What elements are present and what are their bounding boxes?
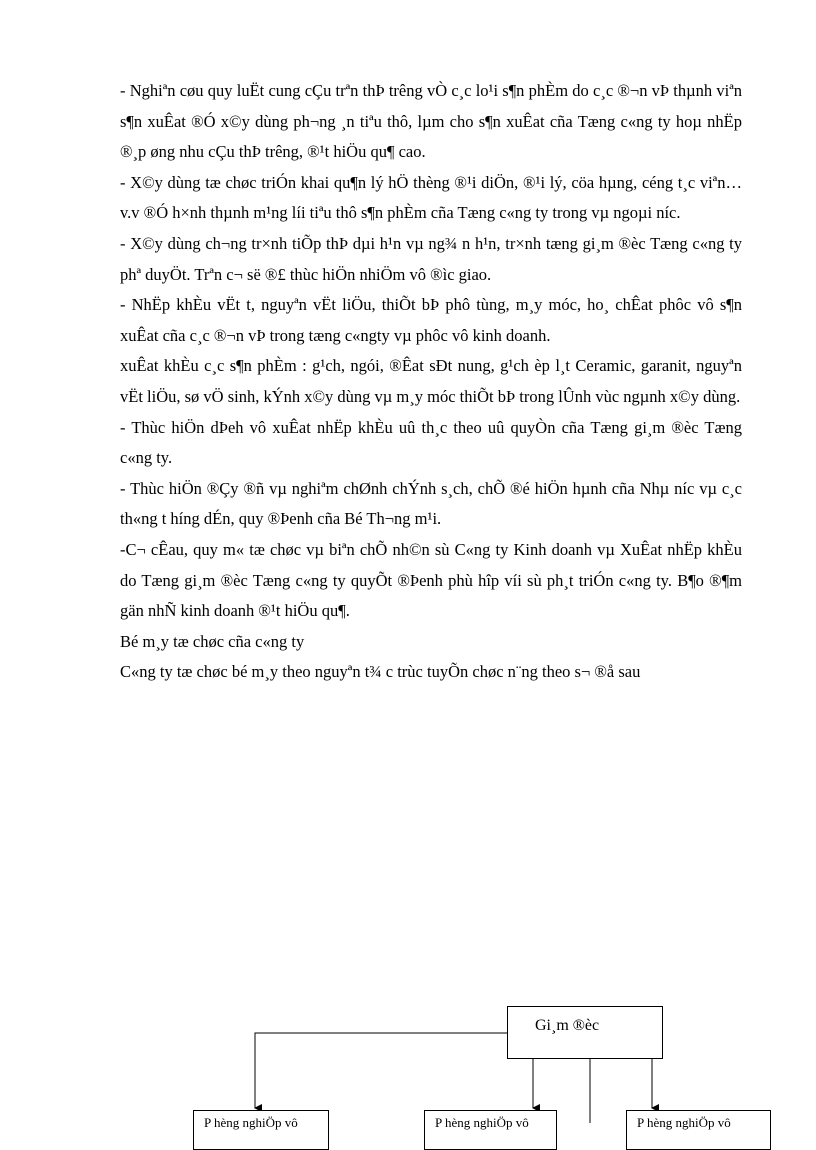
connector-left bbox=[255, 1033, 507, 1108]
paragraph-marketing-program: - X©y dùng ch¬ng tr×nh tiÕp thÞ dµi h¹n vµ ng¾ n h¹n, tr×nh tæng gi¸m ®èc Tæng c«ng ty phª duyÖt. Trªn c¬ së ®£ thùc hiÖn nhiÖm vô ®ìc giao. bbox=[120, 233, 742, 284]
section-heading: Bé m¸y tæ chøc cña c«ng ty bbox=[120, 631, 305, 651]
paragraph-intro-chart: C«ng ty tæ chøc bé m¸y theo nguyªn t¾ c trùc tuyÕn chøc n¨ng theo s¬ ®å sau bbox=[120, 662, 641, 682]
paragraph-structure: -C¬ cÊau, quy m« tæ chøc vµ biªn chÕ nh©n sù C«ng ty Kinh doanh vµ XuÊat nhËp khÈu do Tæng gi¸m ®èc Tæng c«ng ty quyÕt ®Þenh phù hîp víi sù ph¸t triÓn c«ng ty. B¶o ®¶m gän nhÑ kinh doanh ®¹t hiÖu qu¶. bbox=[120, 539, 742, 621]
org-box-director: Gi¸m ®èc bbox=[507, 1006, 663, 1059]
paragraph-import: - NhËp khÈu vËt t, nguyªn vËt liÖu, thiÕt bÞ phô tùng, m¸y móc, ho¸ chÊat phôc vô s¶n xuÊat cña c¸c ®¬n vÞ trong tæng c«ngty vµ phôc vô kinh doanh. bbox=[120, 295, 742, 345]
paragraph-export: xuÊat khÈu c¸c s¶n phÈm : g¹ch, ngói, ®Êat sÐt nung, g¹ch èp l¸t Ceramic, garanit, nguyªn vËt liÖu, sø vÖ sinh, kÝnh x©y dùng vµ m¸y móc thiÕt bÞ trong lÛnh vùc ngµnh x©y dùng. bbox=[120, 356, 742, 406]
paragraph-market-research: - Nghiªn cøu quy luËt cung cÇu trªn thÞ trêng vÒ c¸c lo¹i s¶n phÈm do c¸c ®¬n vÞ thµnh viªn s¶n xuÊat ®Ó x©y dùng ph¬ng ¸n tiªu thô, lµm cho s¶n xuÊat cña Tæng c«ng ty hoµ nhËp ®¸p øng nhu cÇu thÞ trêng, ®¹t hiÖu qu¶ cao. bbox=[120, 81, 742, 162]
paragraph-distribution-network: - X©y dùng tæ chøc triÓn khai qu¶n lý hÖ thèng ®¹i diÖn, ®¹i lý, cöa hµng, céng t¸c viªn…v.v ®Ó h×nh thµnh m¹ng líi tiªu thô s¶n phÈm cña Tæng c«ng ty trong vµ ngoµi níc. bbox=[120, 172, 742, 223]
paragraph-entrusted-services: - Thùc hiÖn dÞeh vô xuÊat nhËp khÈu uû th¸c theo uû quyÒn cña Tæng gi¸m ®èc Tæng c«ng ty. bbox=[120, 417, 742, 468]
org-box-department-3: P hèng nghiÖp vô bbox=[626, 1110, 771, 1150]
org-box-department-2: P hèng nghiÖp vô bbox=[424, 1110, 557, 1150]
paragraph-compliance: - Thùc hiÖn ®Çy ®ñ vµ nghiªm chØnh chÝnh s¸ch, chÕ ®é hiÖn hµnh cña Nhµ níc vµ c¸c th«ng t híng dÉn, quy ®Þenh cña Bé Th¬ng m¹i. bbox=[120, 478, 742, 529]
org-box-department-1: P hèng nghiÖp vô bbox=[193, 1110, 329, 1150]
